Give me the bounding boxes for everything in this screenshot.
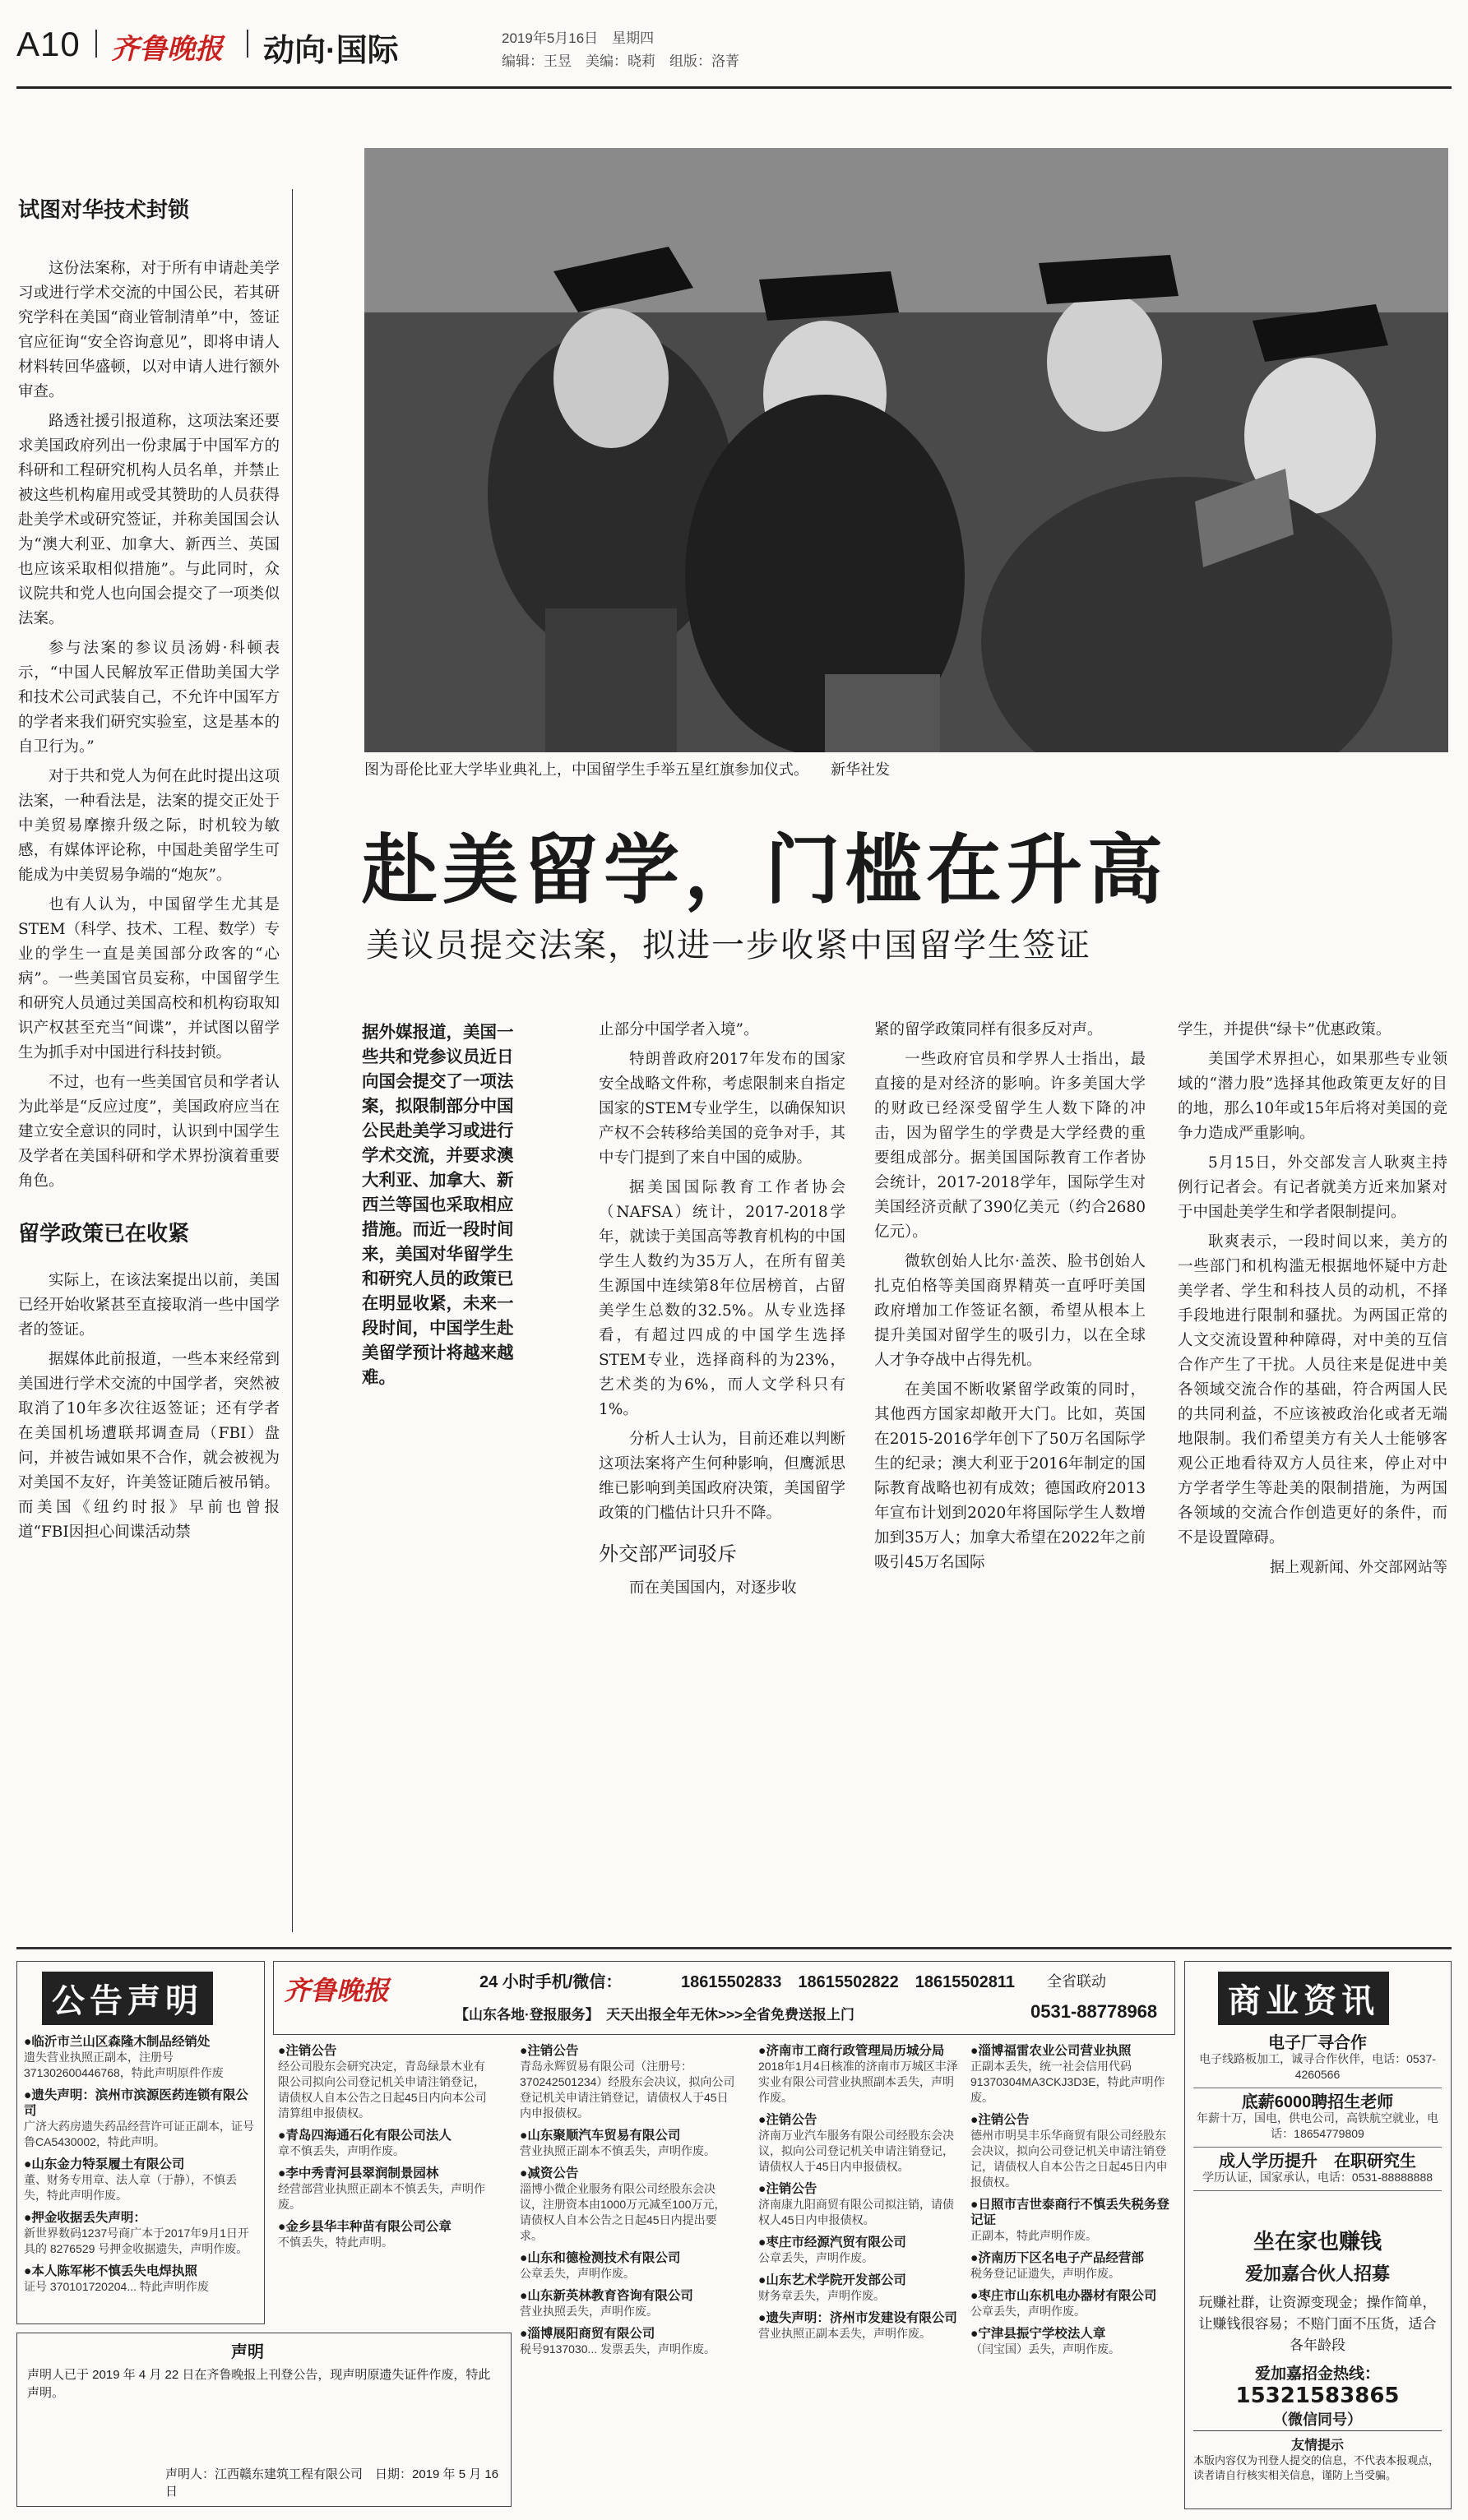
ad-body: 税务登记证遗失，声明作废。 [970, 2267, 1120, 2280]
business-item [1193, 2095, 1442, 2148]
ad-item [758, 2181, 960, 2228]
statement-signature: 声明人：江西赣东建筑工程有限公司 日期：2019 年 5 月 16 日 [165, 2467, 499, 2499]
business-heading: 电子厂寻合作 [1268, 2034, 1367, 2052]
ad-heading: ●青岛四海通石化有限公司法人 [278, 2129, 452, 2143]
column-rule [292, 189, 293, 1932]
banner-side: 全省联动 [1047, 1973, 1106, 1990]
partner-subheadline: 爱加嘉合伙人招募 [1244, 2264, 1390, 2285]
notice-body: 遗失营业执照正副本，注册号 371302600446768，特此声明原件作废 [24, 2051, 224, 2079]
business-title: 商业资讯 [1218, 1972, 1389, 2025]
ad-item [278, 2219, 493, 2250]
ad-body: 不慎丢失，特此声明。 [278, 2236, 393, 2249]
statement-body: 声明人已于 2019 年 4 月 22 日在齐鲁晚报上刊登公告，现声明原遗失证件作废，特此声明。 [27, 2368, 491, 2400]
article-paragraph: 在美国不断收紧留学政策的同时，其他西方国家却敞开大门。比如，英国在2015-2016学年创下了50万名国际学生的纪录；澳大利亚于2016年制定的国际教育战略也初有成效；德国政府2013年宣布计划到2020年将国际学生人数增加到35万人；加拿大希望在2022年之前吸引45万名国际 [874, 1381, 1146, 1571]
notice-heading: ●本人陈军彬不慎丢失电焊执照 [24, 2264, 197, 2278]
ad-heading: ●注销公告 [278, 2044, 337, 2058]
article-column-3 [874, 1018, 1146, 1580]
ads-rule [16, 1947, 1452, 1949]
statement-box [16, 2333, 512, 2507]
business-item [1193, 2036, 1442, 2088]
article-paragraph: 微软创始人比尔·盖茨、脸书创始人扎克伯格等美国商界精英一直呼吁美国政府增加工作签证名额，希望从根本上提升美国对留学生的吸引力，以在全球人才争夺战中占得先机。 [874, 1253, 1146, 1369]
lead-summary [362, 1020, 526, 1389]
ad-heading: ●宁津县振宁学校法人章 [970, 2327, 1106, 2341]
ad-body: 2018年1月4日核准的济南市万城区丰泽实业有限公司营业执照副本丢失，声明作废。 [758, 2060, 958, 2104]
ad-heading: ●山东艺术学院开发部公司 [758, 2273, 906, 2287]
banner-tel: 0531-88778968 [1030, 2001, 1158, 2022]
ad-heading: ●遗失声明：济州市发建设有限公司 [758, 2311, 957, 2325]
classified-ads [16, 1961, 1452, 2512]
ad-item [758, 2235, 960, 2266]
ad-heading: ●枣庄市经源汽贸有限公司 [758, 2236, 906, 2250]
ad-item [520, 2043, 735, 2121]
issue-date: 2019年5月16日 星期四 [502, 30, 655, 46]
business-list [1193, 2036, 1442, 2198]
ad-item [278, 2166, 493, 2213]
banner-hotline-label: 24 小时手机/微信： [479, 1973, 623, 1991]
notice-body: 新世界数码1237号商广本于2017年9月1日开具的 8276529 号押金收据遗失，声明作废。 [24, 2226, 249, 2255]
ad-item [520, 2288, 735, 2319]
business-item [1193, 2154, 1442, 2191]
business-body: 年薪十万，国电，供电公司，高铁航空就业，电话：18654779809 [1197, 2111, 1438, 2140]
notice-heading: ●山东金力特泵履土有限公司 [24, 2157, 185, 2171]
ad-body: 财务章丢失，声明作废。 [758, 2289, 885, 2302]
notice-body: 证号 370101720204... 特此声明作废 [24, 2280, 209, 2293]
ad-body: 经营部营业执照正副本不慎丢失，声明作废。 [278, 2182, 485, 2211]
article-paragraph: 也有人认为，中国留学生尤其是STEM（科学、技术、工程、数学）专业的学生一直是美国部分政客的“心病”。一些美国官员妄称，中国留学生和研究人员通过美国高校和机构窃取知识产权甚至充当“间谍”，并试图以留学生为抓手对中国进行科技封锁。 [18, 896, 280, 1061]
ad-heading: ●注销公告 [970, 2113, 1030, 2127]
editor-credits: 编辑：王昱 美编：晓莉 组版：洛菁 [502, 53, 739, 69]
article-paragraph: 不过，也有一些美国官员和学者认为此举是“反应过度”，美国政府应当在建立安全意识的同时，认识到中国学生及学者在美国科研和学术界扮演着重要角色。 [18, 1074, 280, 1190]
ad-body: 济南万业汽车服务有限公司经股东会决议，拟向公司登记机关申请注销登记，请债权人于45日内申报债权。 [758, 2129, 954, 2173]
article-column-2 [599, 1018, 845, 1606]
ad-heading: ●淄博福雷农业公司营业执照 [970, 2044, 1132, 2058]
notice-item [24, 2157, 257, 2203]
partner-body: 玩赚社群，让资源变现金；操作简单，让赚钱很容易；不赔门面不压货，适合各年龄段 [1198, 2295, 1437, 2354]
ad-heading: ●济南历下区名电子产品经营部 [970, 2251, 1144, 2265]
ad-item [970, 2112, 1172, 2190]
article-paragraph: 参与法案的参议员汤姆·科顿表示，“中国人民解放军正借助美国大学和技术公司武装自己，不允许中国军方的学者来我们研究实验室，这是基本的自卫行为。” [18, 640, 280, 756]
ad-heading: ●山东和德检测技术有限公司 [520, 2251, 681, 2265]
notice-body: 广济大药房遗失药品经营许可证正副本，证号鲁CA5430002，特此声明。 [24, 2120, 254, 2148]
business-heading: 成人学历提升 在职研究生 [1219, 2152, 1416, 2171]
business-body: 电子线路板加工，诚寻合作伙伴，电话：0537-4260566 [1199, 2052, 1436, 2081]
source-credit: 据上观新闻、外交部网站等 [1270, 1559, 1447, 1575]
partner-ad [1193, 2225, 1442, 2430]
lead-text: 据外媒报道，美国一些共和党参议员近日向国会提交了一项法案，拟限制部分中国公民赴美学习或进行学术交流，并要求澳大利亚、加拿大、新西兰等国也采取相应措施。而近一段时间来，美国对华留学生和研究人员的政策已在明显收紧，未来一段时间，中国学生赴美留学预计将越来越难。 [362, 1022, 514, 1387]
ad-item [970, 2043, 1172, 2106]
ad-heading: ●注销公告 [758, 2113, 817, 2127]
service-banner [273, 1961, 1175, 2035]
ad-body: 淄博小微企业服务有限公司经股东会决议，注册资本由1000万元减至100万元，请债权人自本公告之日起45日内提出要求。 [520, 2182, 726, 2242]
article-paragraph: 美国学术界担心，如果那些专业领域的“潜力股”选择其他政策更友好的目的地，那么10年或15年后将对美国的竞争力造成严重影响。 [1178, 1051, 1447, 1142]
tip-title: 友情提示 [1290, 2439, 1344, 2453]
ad-item [970, 2250, 1172, 2282]
page-number: A10 [16, 25, 81, 63]
ad-body: 德州市明昊丰乐华商贸有限公司经股东会决议，拟向公司登记机关申请注销登记，请债权人自本公告之日起45日内申报债权。 [970, 2129, 1168, 2189]
banner-logo: 齐鲁晚报 [284, 1975, 390, 2006]
ad-body: 正副本丢失，统一社会信用代码91370304MA3CKJ3D3E，特此声明作废。 [970, 2060, 1165, 2104]
sub-headline: 美议员提交法案，拟进一步收紧中国留学生签证 [366, 927, 1091, 964]
page-header [16, 25, 1452, 89]
ad-item [278, 2043, 493, 2121]
ad-body: 营业执照正副本不慎丢失，声明作废。 [520, 2144, 715, 2157]
notice-heading: ●临沂市兰山区森隆木制品经销处 [24, 2035, 211, 2049]
notice-box [16, 1961, 265, 2324]
partner-hotline-label: 爱加嘉招金热线： [1254, 2365, 1380, 2383]
ad-body: 公章丢失，声明作废。 [758, 2251, 873, 2264]
ad-column-c [758, 2043, 960, 2348]
ad-item [520, 2128, 735, 2159]
ad-heading: ●金乡县华丰种苗有限公司公章 [278, 2220, 452, 2234]
ad-item [758, 2043, 960, 2106]
header-separator [95, 30, 97, 58]
ad-body: 营业执照正副本丢失，声明作废。 [758, 2327, 931, 2340]
ad-heading: ●日照市吉世泰商行不慎丢失税务登记证 [970, 2198, 1169, 2227]
notice-item [24, 2034, 257, 2081]
photo-illustration [364, 148, 1448, 752]
ad-item [970, 2326, 1172, 2357]
graduation-photo [364, 148, 1448, 752]
statement-title: 声明 [231, 2343, 264, 2361]
notice-heading: ●遗失声明：滨州市滨源医药连锁有限公司 [24, 2088, 248, 2118]
ad-heading: ●济南市工商行政管理局历城分局 [758, 2044, 945, 2058]
tip-body: 本版内容仅为刊登人提交的信息，不代表本报观点，读者请自行核实相关信息，谨防上当受骗。 [1193, 2454, 1440, 2481]
article-paragraph: 一些政府官员和学界人士指出，最直接的是对经济的影响。许多美国大学的财政已经深受留学生人数下降的冲击，因为留学生的学费是大学经费的重要组成部分。据美国国际教育工作者协会统计，2017-2018学年，国际学生对美国经济贡献了390亿美元（约合2680亿元）。 [874, 1051, 1146, 1241]
article-paragraph: 特朗普政府2017年发布的国家安全战略文件称，考虑限制来自指定国家的STEM专业学生，以确保知识产权不会转移给美国的竞争对手，其中专门提到了来自中国的威胁。 [599, 1051, 845, 1167]
ad-item [970, 2288, 1172, 2319]
article-paragraph: 5月15日，外交部发言人耿爽主持例行记者会。有记者就美方近来加紧对于中国赴美学生和学者限制提问。 [1178, 1154, 1447, 1221]
notice-item [24, 2263, 257, 2295]
ad-body: 正副本，特此声明作废。 [970, 2229, 1097, 2242]
banner-slogan: 【山东各地·登报服务】 天天出报全年无休>>>全省免费送报上门 [455, 2007, 854, 2023]
left-subheading-2: 留学政策已在收紧 [18, 1221, 190, 1246]
article-paragraph: 而在美国国内，对逐步收 [629, 1579, 797, 1597]
ad-column-a [278, 2043, 493, 2257]
notice-body: 董、财务专用章、法人章（于静），不慎丢失，特此声明作废。 [24, 2173, 237, 2202]
ad-column-b [520, 2043, 735, 2364]
ad-item [520, 2250, 735, 2282]
header-separator [247, 30, 248, 58]
ad-body: （闫宝国）丢失，声明作废。 [970, 2342, 1120, 2356]
tip-box [1193, 2430, 1442, 2483]
notice-heading: ●押金收据丢失声明： [24, 2211, 146, 2225]
business-body: 学历认证，国家承认，电话：0531-88888888 [1202, 2171, 1433, 2184]
newspaper-logo: 齐鲁晚报 [111, 33, 223, 66]
ad-body: 章不慎丢失，声明作废。 [278, 2144, 405, 2157]
ad-heading: ●注销公告 [758, 2182, 817, 2196]
ad-column-d [970, 2043, 1172, 2364]
partner-headline: 坐在家也赚钱 [1253, 2230, 1382, 2254]
main-headline: 赴美留学，门槛在升高 [362, 826, 1169, 914]
ad-item [758, 2273, 960, 2304]
article-paragraph: 实际上，在该法案提出以前，美国已经开始收紧甚至直接取消一些中国学者的签证。 [18, 1272, 280, 1339]
ad-body: 营业执照丢失，声明作废。 [520, 2305, 658, 2318]
ad-body: 青岛永辉贸易有限公司（注册号：370242501234）经股东会决议，拟向公司登记机关申请注销登记，请债权人于45日内申报债权。 [520, 2060, 735, 2120]
business-box [1184, 1961, 1452, 2509]
ad-item [970, 2197, 1172, 2244]
ad-item [278, 2128, 493, 2159]
ad-item [520, 2326, 735, 2357]
ad-heading: ●枣庄市山东机电办器材有限公司 [970, 2289, 1157, 2303]
business-heading: 底薪6000聘招生老师 [1241, 2093, 1394, 2111]
ad-body: 税号9137030... 发票丢失，声明作废。 [520, 2342, 716, 2356]
article-paragraph: 耿爽表示，一段时间以来，美方的一些部门和机构滥无根据地怀疑中方赴美学者、学生和科技人员的动机，不择手段地进行限制和骚扰。为两国正常的人文交流设置种种障碍，对中美的互信合作产生了干扰。人员往来是促进中美各领域交流合作的基础，符合两国人民的共同利益，不应该被政治化或者无端地限制。我们希望美方有关人士能够客观公正地看待双方人员往来，停止对中方学者学生等赴美的限制措施，为两国各领域的交流合作创造更好的条件，而不是设置障碍。 [1178, 1233, 1447, 1547]
ad-item [758, 2112, 960, 2175]
banner-phones: 18615502833 18615502822 18615502811 [681, 1973, 1015, 1991]
ad-body: 济南康九阳商贸有限公司拟注销，请债权人45日内申报债权。 [758, 2198, 954, 2226]
photo-caption: 图为哥伦比亚大学毕业典礼上，中国留学生手举五星红旗参加仪式。 新华社发 [364, 761, 890, 778]
article-paragraph: 紧的留学政策同样有很多反对声。 [874, 1021, 1103, 1038]
ad-heading: ●山东新英林教育咨询有限公司 [520, 2289, 693, 2303]
article-paragraph: 学生，并提供“绿卡”优惠政策。 [1178, 1021, 1392, 1038]
article-paragraph: 据媒体此前报道，一些本来经常到美国进行学术交流的中国学者，突然被取消了10年多次往返签证；还有学者在美国机场遭联邦调查局（FBI）盘问，并被告诫如果不合作，就会被视为对美国不友好，许美签证随后被吊销。而美国《纽约时报》早前也曾报道“FBI因担心间谍活动禁 [18, 1351, 280, 1541]
ad-heading: ●山东聚顺汽车贸易有限公司 [520, 2129, 681, 2143]
notice-item [24, 2088, 257, 2150]
article-paragraph: 对于共和党人为何在此时提出这项法案，一种看法是，法案的提交正处于中美贸易摩擦升级之际，时机较为敏感，有媒体评论称，中国赴美留学生可能成为中美贸易争端的“炮灰”。 [18, 768, 280, 884]
article-paragraph: 据美国国际教育工作者协会（NAFSA）统计，2017-2018学年，就读于美国高等教育机构的中国学生人数约为35万人，在所有留美生源国中连续第8年位居榜首，占留美学生总数的32.5%。从专业选择看，有超过四成的中国学生选择STEM专业，选择商科的为23%，艺术类的为6%，而人文学科只有1%。 [599, 1179, 845, 1418]
ad-heading: ●李中秀青河县翠润制景园林 [278, 2166, 439, 2180]
column-subheading: 外交部严词驳斥 [599, 1542, 737, 1565]
article-paragraph: 分析人士认为，目前还难以判断这项法案将产生何种影响，但鹰派思维已影响到美国政府决策，美国留学政策的门槛估计只升不降。 [599, 1431, 845, 1522]
article-paragraph: 路透社援引报道称，这项法案还要求美国政府列出一份隶属于中国军方的科研和工程研究机构人员名单，并禁止被这些机构雇用或受其赞助的人员获得赴美学术或研究签证，并称美国国会认为“澳大利亚、加拿大、新西兰、英国也应该采取相似措施”。与此同时，众议院共和党人也向国会提交了一项类似法案。 [18, 413, 280, 627]
notice-item [24, 2210, 257, 2257]
article-column-4 [1178, 1018, 1447, 1577]
article-paragraph: 止部分中国学者入境”。 [599, 1021, 759, 1038]
notice-title: 公告声明 [42, 1972, 213, 2025]
partner-phone: 15321583865 [1235, 2384, 1400, 2408]
left-column [18, 193, 280, 1550]
article-paragraph: 这份法案称，对于所有申请赴美学习或进行学术交流的中国公民，若其研究学科在美国“商业管制清单”中，签证官应征询“安全咨询意见”，即将申请人材料转回华盛顿，以对申请人进行额外审查。 [18, 260, 280, 400]
ad-heading: ●注销公告 [520, 2044, 579, 2058]
ad-item [520, 2166, 735, 2244]
ad-body: 经公司股东会研究决定，青岛绿景木业有限公司拟向公司登记机关申请注销登记，请债权人自本公告之日起45日内向本公司清算组申报债权。 [278, 2060, 487, 2120]
notice-list [24, 2034, 257, 2301]
ad-item [758, 2310, 960, 2342]
partner-wechat-note: （微信同号） [1273, 2411, 1362, 2429]
ad-heading: ●减资公告 [520, 2166, 579, 2180]
ad-heading: ●淄博展阳商贸有限公司 [520, 2327, 655, 2341]
left-subheading: 试图对华技术封锁 [18, 197, 190, 222]
section-title: 动向·国际 [263, 34, 399, 68]
ad-body: 公章丢失，声明作废。 [520, 2267, 635, 2280]
ad-body: 公章丢失，声明作废。 [970, 2305, 1086, 2318]
